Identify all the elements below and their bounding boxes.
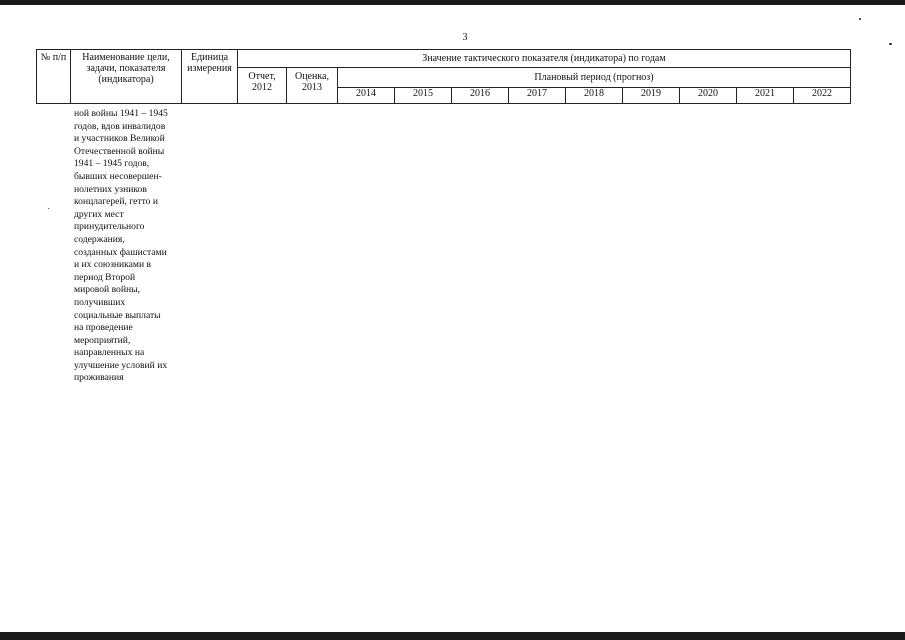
text-line: бывших несовершен-	[74, 170, 162, 182]
header-estimate-2013: Оценка, 2013	[287, 68, 338, 104]
text-line: концлагерей, гетто и	[74, 196, 158, 208]
header-year: 2017	[509, 88, 566, 104]
header-year: 2016	[452, 88, 509, 104]
text-line: и участников Великой	[74, 133, 165, 145]
header-year: 2014	[338, 88, 395, 104]
header-name: Наименование цели, задачи, показателя (индикатора)	[71, 50, 182, 104]
text-line: на проведение	[74, 322, 133, 334]
header-year: 2022	[794, 88, 851, 104]
indicator-name-continuation	[74, 108, 186, 385]
header-report-2012: Отчет, 2012	[238, 68, 287, 104]
header-plan-period: Плановый период (прогноз)	[338, 68, 851, 88]
text-line: улучшение условий их	[74, 359, 168, 371]
header-num: № п/п	[37, 50, 71, 104]
text-line: нолетних узников	[74, 183, 147, 195]
text-line: содержания,	[74, 233, 125, 245]
text-line: Отечественной войны	[74, 145, 165, 157]
text-line: принудительного	[74, 221, 145, 233]
scan-border-top	[0, 0, 905, 5]
text-line: 1941 – 1945 годов,	[74, 158, 150, 170]
text-line: мировой войны,	[74, 284, 140, 296]
text-line: мероприятий,	[74, 334, 131, 346]
text-line: созданных фашистами	[74, 246, 167, 258]
text-line: период Второй	[74, 271, 136, 283]
text-line: социальные выплаты	[74, 309, 161, 321]
scan-speck	[859, 18, 861, 20]
text-line: получивших	[74, 296, 126, 308]
text-line: ной войны 1941 – 1945	[74, 108, 168, 119]
indicator-table	[36, 49, 851, 104]
header-year: 2019	[623, 88, 680, 104]
header-year: 2020	[680, 88, 737, 104]
text-line: направленных на	[74, 347, 145, 359]
text-line: проживания	[74, 372, 124, 384]
text-line: годов, вдов инвалидов	[74, 120, 166, 132]
page-number: 3	[462, 32, 468, 43]
header-year: 2021	[737, 88, 794, 104]
header-unit: Единица измерения	[182, 50, 238, 104]
header-values: Значение тактического показателя (индикатора) по годам	[238, 50, 851, 68]
scan-border-bottom	[0, 632, 905, 640]
header-year: 2015	[395, 88, 452, 104]
text-line: других мест	[74, 208, 124, 220]
scan-speck	[48, 208, 49, 209]
header-year: 2018	[566, 88, 623, 104]
text-line: и их союзниками в	[74, 259, 152, 271]
scan-speck	[889, 43, 892, 45]
